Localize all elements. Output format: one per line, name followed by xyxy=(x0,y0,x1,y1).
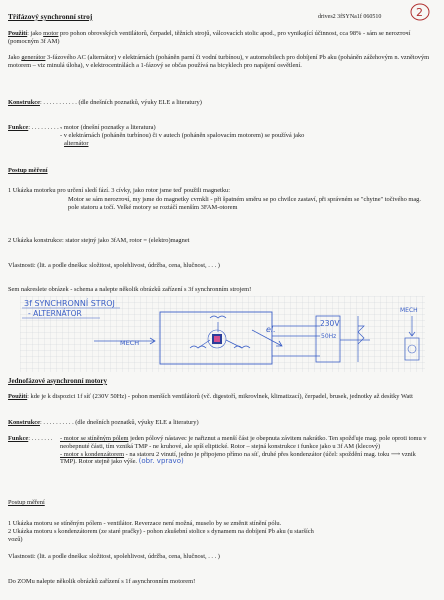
sketch-freq: 50Hz xyxy=(321,333,337,340)
postup-1-vlastnosti: Vlastnosti: (lit. a podle dneška: složitost, spolehlivost, údržba, cena, hlučnost, . . . ) xyxy=(8,262,220,269)
section-2-step-1: 1 Ukázka motoru se stíněným pólem - ventilátor. Reverzace není možná, muselo by se změnit stínění pólu. xyxy=(8,520,282,527)
sketch-voltage: 230V xyxy=(320,319,340,328)
konstrukce-1: Konstrukce: . . . . . . . . . . . (dle dnešních poznatků, výuky ELE a literatury) xyxy=(8,99,202,106)
section-2-usage: Použití: kde je k dispozici 1f síť (230V 50Hz) - pohon menších ventilátorů (vč. digestoří, mikrovlnek, klimatizací), čerpadel, brusek, jednotky až desítky Watt xyxy=(8,393,413,400)
intro-usage: Použití: jako motor pro pohon obrovských ventilátorů, čerpadel, těžních strojů, válcovacích stolic apod., pro vynikající účinnost, cca 98% - sám se nerozточí (pomocným 3f AM) xyxy=(8,30,411,45)
funkce-1: Funkce: . . . . . . . . . . xyxy=(8,124,62,131)
sketch-el: el. xyxy=(266,325,276,334)
section-2-postup-heading: Postup měření xyxy=(8,499,45,506)
postup-1-sketch-prompt: Sem nakreslete obrázek - schema a nalepte několik obrázků zařízení s 3f synchronním strojem! xyxy=(8,286,252,293)
intro-generator: Jako generátor 3-fázového AC (alternátor) v elektrárnách (poháněn parní či vodní turbínou), v automobilech pro dobíjení Pb aku (poháněn zážehovým n. vznětovým motorem – viz minulá úloha), v elektrocentrálách a 1-fázový se občas používá na bicyklech pro napájení osvětlení. xyxy=(8,54,430,69)
section-2-step-2: 2 Ukázka motoru s kondenzátorem (ze staré pračky) - pohon zkušební stolice s dynamem na dobíjení Pb aku (u starších vozů) xyxy=(8,528,314,543)
page-number-circle xyxy=(409,2,431,22)
section-2-final-prompt: Do ZOMu nalepte několik obrázků zařízení s 1f asynchronním motorem! xyxy=(8,578,196,585)
postup-1-step-1: 1 Ukázka motorku pro určení sledí fází. 3 cívky, jako rotor jsme teď použili magnetku: xyxy=(8,187,231,194)
funkce-1-items: - motor (dnešní poznatky a literatura) - v elektrárnách (poháněn turbínou) či v autech (poháněn spalovacím motorem) se používá jako alternátor xyxy=(60,124,305,147)
section-2-funkce: Funkce: . . . . . . . xyxy=(8,435,53,442)
postup-1-step-1-detail: Motor se sám nerozточí, my jsme do magnetky cvrnkli - při špatném směru se po chvilce zastaví, při správném se "chytne" točivého mag. pole statoru a točí. Velké motory se roztáčí menším 3FAM-otorem xyxy=(68,196,421,211)
handwritten-note: (obr. vpravo) xyxy=(138,457,184,466)
section-2-vlastnosti: Vlastnosti: (lit. a podle dneška: složitost, spolehlivost, údržba, cena, hlučnost, . . . ) xyxy=(8,553,220,560)
sketch-title-1: 3f SYNCHRONNÍ STROJ xyxy=(24,299,115,308)
alternator-sketch xyxy=(20,296,440,372)
sketch-mech-left: MECH xyxy=(120,339,140,347)
page-number: 2 xyxy=(416,6,423,19)
section-2-funkce-items: - motor se stíněným pólem jeden pólový nástavec je nařiznut a menší část je obepnuta závitem nakrátko. Ten spožďuje mag. pole oproti tomu v neobepnuté části, tím vzniká TMP - ne kruhové, ale spíš eliptické. Rotor – stejná konstrukce i funkce jako u 3f AM (klecový) - motor s kondenzátorem - na statoru 2 vinutí, jedno je připojeno přímo na síť, druhé přes kondenzátor (účel: spoždění mag. toku ⟶ vznik TMP). Rotor stejně jako výše. (obr. vpravo) xyxy=(60,435,427,466)
doc-code: drives2 3fSYNa1f 060510 xyxy=(318,14,382,20)
section-2-konstrukce: Konstrukce: . . . . . . . . . . (dle dnešních poznatků, výuky ELE a literatury) xyxy=(8,419,199,426)
postup-1-step-2: 2 Ukázka konstrukce: stator stejný jako 3fAM, rotor = (elektro)magnet xyxy=(8,237,190,244)
sketch-title-2: - ALTERNÁTOR xyxy=(28,309,82,318)
sketch-mech-right: MECH xyxy=(400,307,418,314)
section-2-title: Jednofázové asynchronní motory xyxy=(8,377,108,385)
postup-1-heading: Postup měření xyxy=(8,167,48,174)
page-title: Třífázový synchronní stroj xyxy=(8,12,93,21)
